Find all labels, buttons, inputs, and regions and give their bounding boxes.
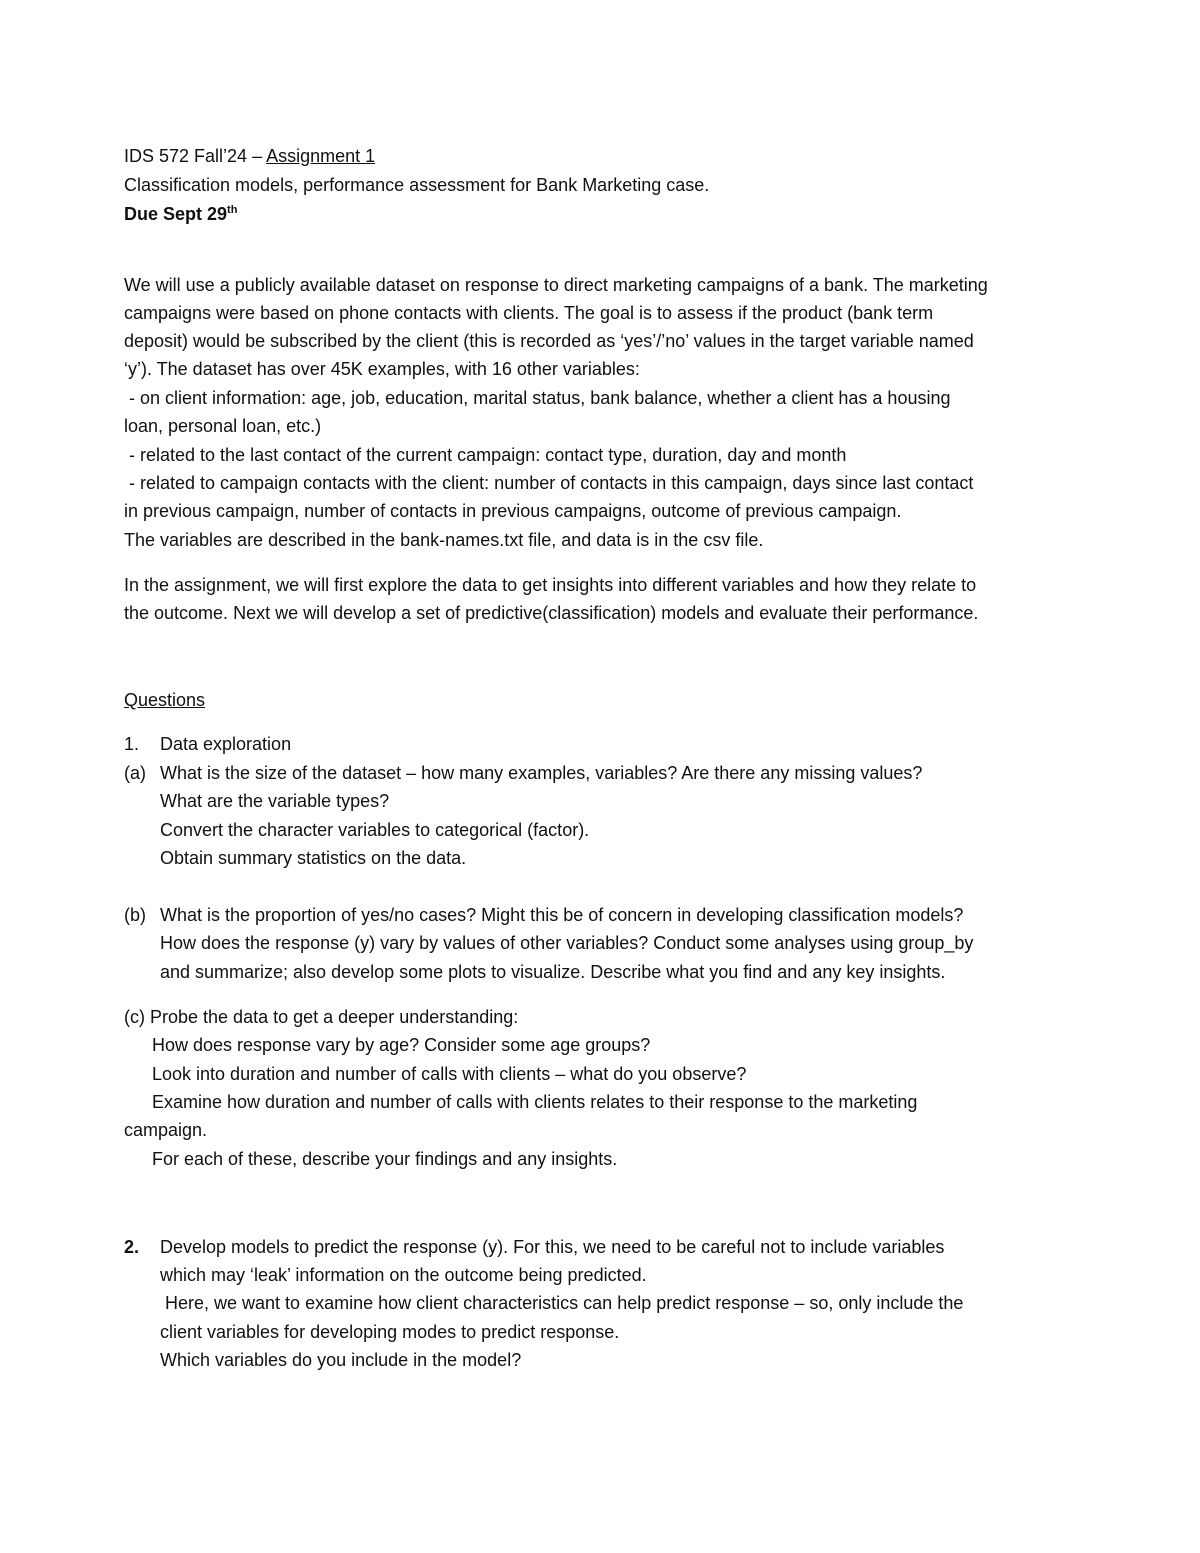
- course-prefix: IDS 572 Fall’24 –: [124, 146, 267, 166]
- question-1c-line: Examine how duration and number of calls with clients relates to their response to the marketing: [152, 1092, 918, 1112]
- question-2-number: 2.: [124, 1237, 140, 1257]
- intro-line: campaigns were based on phone contacts with clients. The goal is to assess if the product (bank term: [124, 303, 934, 323]
- question-1c-line: [124, 1006, 518, 1028]
- question-2-line: [124, 1236, 944, 1258]
- question-1c-line: campaign.: [124, 1120, 208, 1140]
- intro-line: in previous campaign, number of contacts in previous campaigns, outcome of previous campaign.: [124, 501, 902, 521]
- question-1a-line: Obtain summary statistics on the data.: [160, 848, 467, 868]
- question-2-text: Develop models to predict the response (y). For this, we need to be careful not to include variables: [160, 1237, 945, 1257]
- question-1-title-line: [124, 733, 291, 755]
- question-1b-line: and summarize; also develop some plots to visualize. Describe what you find and any key insights.: [160, 962, 946, 982]
- question-2-line: Here, we want to examine how client characteristics can help predict response – so, only include the: [160, 1293, 964, 1313]
- questions-heading: Questions: [124, 690, 206, 710]
- question-1c-line: Look into duration and number of calls with clients – what do you observe?: [152, 1064, 747, 1084]
- question-1a-line: What are the variable types?: [160, 791, 390, 811]
- intro-para2-line: the outcome. Next we will develop a set of predictive(classification) models and evaluate their performance.: [124, 603, 979, 623]
- question-1b-line: [124, 904, 963, 926]
- intro-line: loan, personal loan, etc.): [124, 416, 322, 436]
- question-1b-text: What is the proportion of yes/no cases? Might this be of concern in developing classification models?: [160, 905, 964, 925]
- question-1a-line: Convert the character variables to categorical (factor).: [160, 820, 590, 840]
- due-date-text: Due Sept 29: [124, 204, 228, 224]
- intro-line: - related to the last contact of the current campaign: contact type, duration, day and month: [124, 445, 847, 465]
- question-1a-label: (a): [124, 763, 146, 783]
- question-2-line: client variables for developing modes to predict response.: [160, 1322, 620, 1342]
- intro-line: - related to campaign contacts with the client: number of contacts in this campaign, days since last contact: [124, 473, 974, 493]
- due-date-suffix: th: [227, 204, 238, 216]
- assignment-title: Assignment 1: [266, 146, 376, 166]
- due-date: [124, 203, 237, 225]
- question-1c-line: How does response vary by age? Consider some age groups?: [152, 1035, 651, 1055]
- intro-line: ‘y’). The dataset has over 45K examples, with 16 other variables:: [124, 359, 640, 379]
- question-2-line: which may ‘leak’ information on the outcome being predicted.: [160, 1265, 647, 1285]
- question-1-number: 1.: [124, 734, 140, 754]
- assignment-subtitle: Classification models, performance assessment for Bank Marketing case.: [124, 175, 710, 195]
- intro-line: deposit) would be subscribed by the client (this is recorded as ‘yes’/’no’ values in the target variable named: [124, 331, 974, 351]
- question-1c-line: For each of these, describe your findings and any insights.: [152, 1149, 618, 1169]
- intro-line: - on client information: age, job, education, marital status, bank balance, whether a client has a housing: [124, 388, 951, 408]
- course-title-line: [124, 145, 375, 167]
- question-1c-label: (c): [124, 1007, 145, 1027]
- question-1a-line: [124, 762, 922, 784]
- intro-para2-line: In the assignment, we will first explore the data to get insights into different variables and how they relate to: [124, 575, 977, 595]
- question-2-line: Which variables do you include in the model?: [160, 1350, 522, 1370]
- question-1b-label: (b): [124, 905, 146, 925]
- intro-line: The variables are described in the bank-names.txt file, and data is in the csv file.: [124, 530, 764, 550]
- question-1c-text: Probe the data to get a deeper understanding:: [145, 1007, 519, 1027]
- question-1b-line: How does the response (y) vary by values of other variables? Conduct some analyses using group_by: [160, 933, 974, 953]
- question-1-title: Data exploration: [160, 734, 292, 754]
- question-1a-text: What is the size of the dataset – how many examples, variables? Are there any missing values?: [160, 763, 923, 783]
- intro-line: We will use a publicly available dataset on response to direct marketing campaigns of a bank. The marketing: [124, 275, 988, 295]
